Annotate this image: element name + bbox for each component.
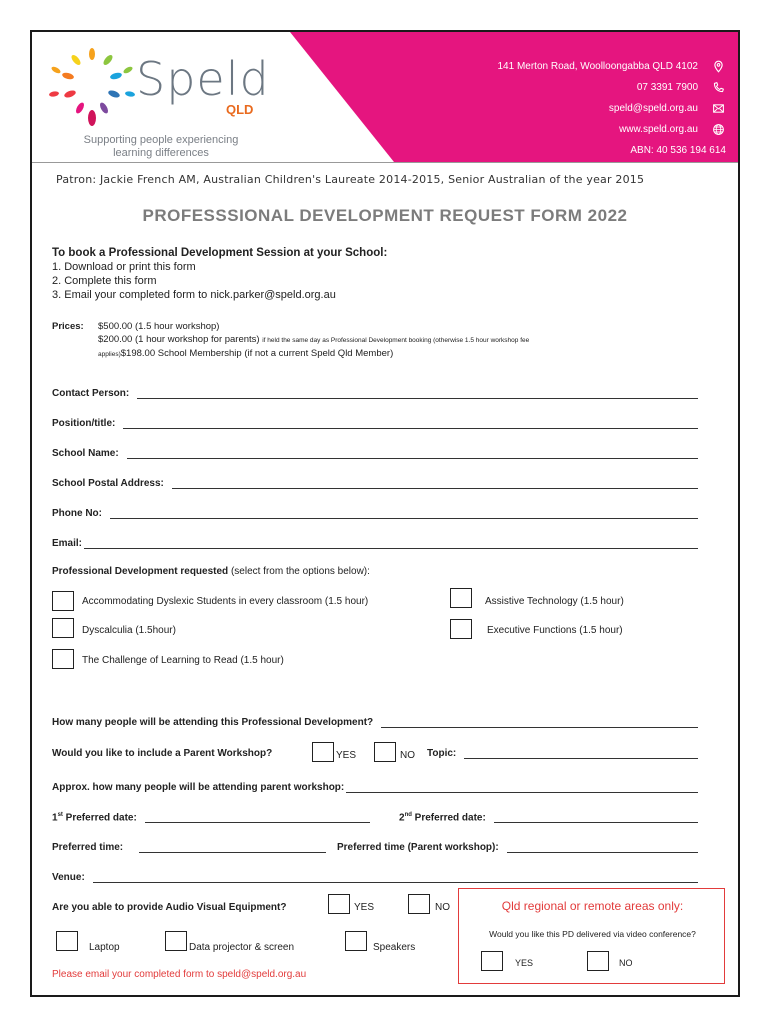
- tagline-line-1: Supporting people experiencing: [83, 134, 239, 146]
- position-title-field[interactable]: [52, 418, 698, 429]
- preferred-time-parent-line[interactable]: [507, 843, 698, 853]
- regional-question: Would you like this PD delivered via video conference?: [489, 929, 696, 939]
- opt-learning-to-read-label: The Challenge of Learning to Read (1.5 hour): [82, 655, 284, 666]
- topic-line[interactable]: [464, 749, 698, 759]
- preferred-date-1-sup: st: [57, 812, 63, 818]
- header-divider: [32, 162, 738, 163]
- email-label: Email:: [52, 538, 83, 549]
- contact-person-field[interactable]: [52, 388, 698, 399]
- speakers-label: Speakers: [373, 942, 416, 953]
- preferred-date-2-sup: nd: [404, 812, 412, 818]
- laptop-label: Laptop: [89, 942, 120, 953]
- attending-count-field[interactable]: [52, 717, 698, 728]
- contact-website: [396, 119, 726, 140]
- contact-person-line[interactable]: [137, 389, 698, 399]
- position-title-line[interactable]: [123, 419, 698, 429]
- opt-learning-to-read-checkbox[interactable]: [52, 649, 74, 669]
- parent-workshop-question: [52, 748, 312, 759]
- phone-field[interactable]: [52, 508, 698, 519]
- preferred-date-1-field[interactable]: [52, 812, 370, 823]
- instruction-step-1: 1. Download or print this form: [52, 261, 196, 273]
- contact-person-label: Contact Person:: [52, 388, 130, 399]
- speld-flower-icon: [42, 44, 142, 134]
- regional-yes-label: YES: [515, 958, 534, 968]
- price-line-2-main: $200.00 (1 hour workshop for parents): [98, 334, 263, 345]
- regional-title: Qld regional or remote areas only:: [501, 899, 684, 913]
- footer-email-note: Please email your completed form to speld@speld.org.au: [52, 969, 307, 980]
- preferred-date-2-label: [399, 812, 486, 823]
- contact-details: [396, 56, 726, 161]
- preferred-date-2-num: 2: [399, 812, 405, 824]
- parent-attending-label: Approx. how many people will be attending parent workshop:: [52, 782, 345, 793]
- phone-text: 07 3391 7900: [636, 82, 698, 93]
- preferred-time-line[interactable]: [139, 843, 326, 853]
- price-line-2-note: if held the same day as Professional Development booking (otherwise 1.5 hour workshop fee: [262, 337, 530, 344]
- price-line-1: $500.00 (1.5 hour workshop): [98, 321, 220, 332]
- instructions-heading: To book a Professional Development Session at your School:: [52, 247, 388, 259]
- prices-label: Prices:: [52, 321, 84, 332]
- opt-executive-functions-checkbox[interactable]: [450, 619, 472, 639]
- preferred-time-parent-label: Preferred time (Parent workshop):: [337, 842, 499, 853]
- form-page: [30, 30, 740, 997]
- opt-assistive-tech-label: Assistive Technology (1.5 hour): [485, 596, 624, 607]
- school-name-field[interactable]: [52, 448, 698, 459]
- contact-email: [396, 98, 726, 119]
- prices-values: [98, 320, 698, 361]
- topic-label: Topic:: [427, 748, 457, 759]
- parent-workshop-label: Would you like to include a Parent Workshop?: [52, 748, 273, 759]
- parent-attending-line[interactable]: [346, 783, 698, 793]
- position-title-label: Position/title:: [52, 418, 116, 429]
- preferred-time-label: Preferred time:: [52, 842, 124, 853]
- opt-dyslexic-label: Accommodating Dyslexic Students in every classroom (1.5 hour): [82, 596, 369, 607]
- school-postal-address-field[interactable]: [52, 478, 698, 489]
- contact-phone: [396, 77, 726, 98]
- attending-count-line[interactable]: [381, 718, 698, 728]
- price-line-3-note: applies): [98, 351, 121, 358]
- logo-wordmark: Speld: [136, 52, 270, 106]
- pd-requested-label-bold: Professional Development requested: [52, 566, 229, 577]
- patron-line: Patron: Jackie French AM, Australian Children's Laureate 2014-2015, Senior Australian of the year 2015: [56, 173, 645, 186]
- parent-attending-field[interactable]: [52, 782, 698, 793]
- speakers-checkbox[interactable]: [345, 931, 367, 951]
- regional-yes-checkbox[interactable]: [481, 951, 503, 971]
- phone-label: Phone No:: [52, 508, 102, 519]
- location-pin-icon: [710, 59, 726, 75]
- preferred-date-2-field[interactable]: [399, 812, 698, 823]
- preferred-date-1-line[interactable]: [145, 813, 370, 823]
- av-equipment-question: [52, 902, 342, 913]
- email-text: speld@speld.org.au: [608, 103, 698, 114]
- venue-line[interactable]: [93, 873, 698, 883]
- topic-field[interactable]: [427, 748, 698, 759]
- attending-count-label: How many people will be attending this Professional Development?: [52, 717, 374, 728]
- projector-checkbox[interactable]: [165, 931, 187, 951]
- opt-dyscalculia-label: Dyscalculia (1.5hour): [82, 625, 176, 636]
- parent-workshop-yes-label: YES: [336, 750, 357, 761]
- price-line-2: [98, 333, 698, 347]
- website-text: www.speld.org.au: [619, 124, 698, 135]
- opt-executive-functions-label: Executive Functions (1.5 hour): [487, 625, 623, 636]
- abn-text: ABN: 40 536 194 614: [630, 145, 726, 156]
- preferred-date-2-text: Preferred date:: [411, 812, 486, 824]
- logo-qld: QLD: [226, 102, 254, 117]
- email-field[interactable]: [52, 538, 698, 549]
- instruction-step-3: 3. Email your completed form to nick.parker@speld.org.au: [52, 289, 336, 301]
- contact-address: [396, 56, 726, 77]
- email-line[interactable]: [84, 539, 698, 549]
- preferred-date-1-text: Preferred date:: [62, 812, 137, 824]
- opt-assistive-tech-checkbox[interactable]: [450, 588, 472, 608]
- laptop-checkbox[interactable]: [56, 931, 78, 951]
- tagline-line-2: learning differences: [113, 147, 209, 159]
- regional-no-checkbox[interactable]: [587, 951, 609, 971]
- price-line-3-main: $198.00 School Membership (if not a current Speld Qld Member): [120, 348, 394, 359]
- venue-label: Venue:: [52, 872, 85, 883]
- mail-icon: [710, 101, 726, 117]
- venue-field[interactable]: [52, 872, 698, 883]
- preferred-time-field[interactable]: [52, 842, 326, 853]
- school-name-label: School Name:: [52, 448, 119, 459]
- av-yes-label: YES: [354, 902, 375, 913]
- opt-dyslexic-checkbox[interactable]: [52, 591, 74, 611]
- globe-icon: [710, 122, 726, 138]
- pd-requested-label: [52, 566, 370, 577]
- school-postal-address-label: School Postal Address:: [52, 478, 164, 489]
- parent-workshop-no-label: NO: [400, 750, 415, 761]
- parent-workshop-yes-checkbox[interactable]: [312, 742, 334, 762]
- booking-instructions: [52, 246, 387, 302]
- school-postal-address-line[interactable]: [172, 479, 698, 489]
- preferred-date-1-num: 1: [52, 812, 58, 824]
- instruction-step-2: 2. Complete this form: [52, 275, 157, 287]
- phone-icon: [710, 80, 726, 96]
- av-no-label: NO: [435, 902, 450, 913]
- pd-requested-label-rest: (select from the options below):: [228, 566, 370, 577]
- form-title: PROFESSSIONAL DEVELOPMENT REQUEST FORM 2022: [142, 206, 628, 225]
- regional-box: [458, 888, 725, 984]
- contact-abn: [396, 140, 726, 161]
- header: [32, 32, 738, 162]
- opt-dyscalculia-checkbox[interactable]: [52, 618, 74, 638]
- school-name-line[interactable]: [127, 449, 698, 459]
- preferred-time-parent-field[interactable]: [337, 842, 698, 853]
- projector-label: Data projector & screen: [189, 942, 295, 953]
- preferred-date-2-line[interactable]: [494, 813, 698, 823]
- av-yes-checkbox[interactable]: [328, 894, 350, 914]
- parent-workshop-no-checkbox[interactable]: [374, 742, 396, 762]
- av-equipment-label: Are you able to provide Audio Visual Equipment?: [52, 902, 287, 913]
- speld-logo: [42, 38, 282, 158]
- price-line-3: [98, 347, 698, 361]
- regional-no-label: NO: [619, 958, 633, 968]
- tagline: [56, 134, 266, 160]
- preferred-date-1-label: [52, 812, 137, 823]
- phone-line[interactable]: [110, 509, 698, 519]
- av-no-checkbox[interactable]: [408, 894, 430, 914]
- address-text: 141 Merton Road, Woolloongabba QLD 4102: [497, 61, 698, 72]
